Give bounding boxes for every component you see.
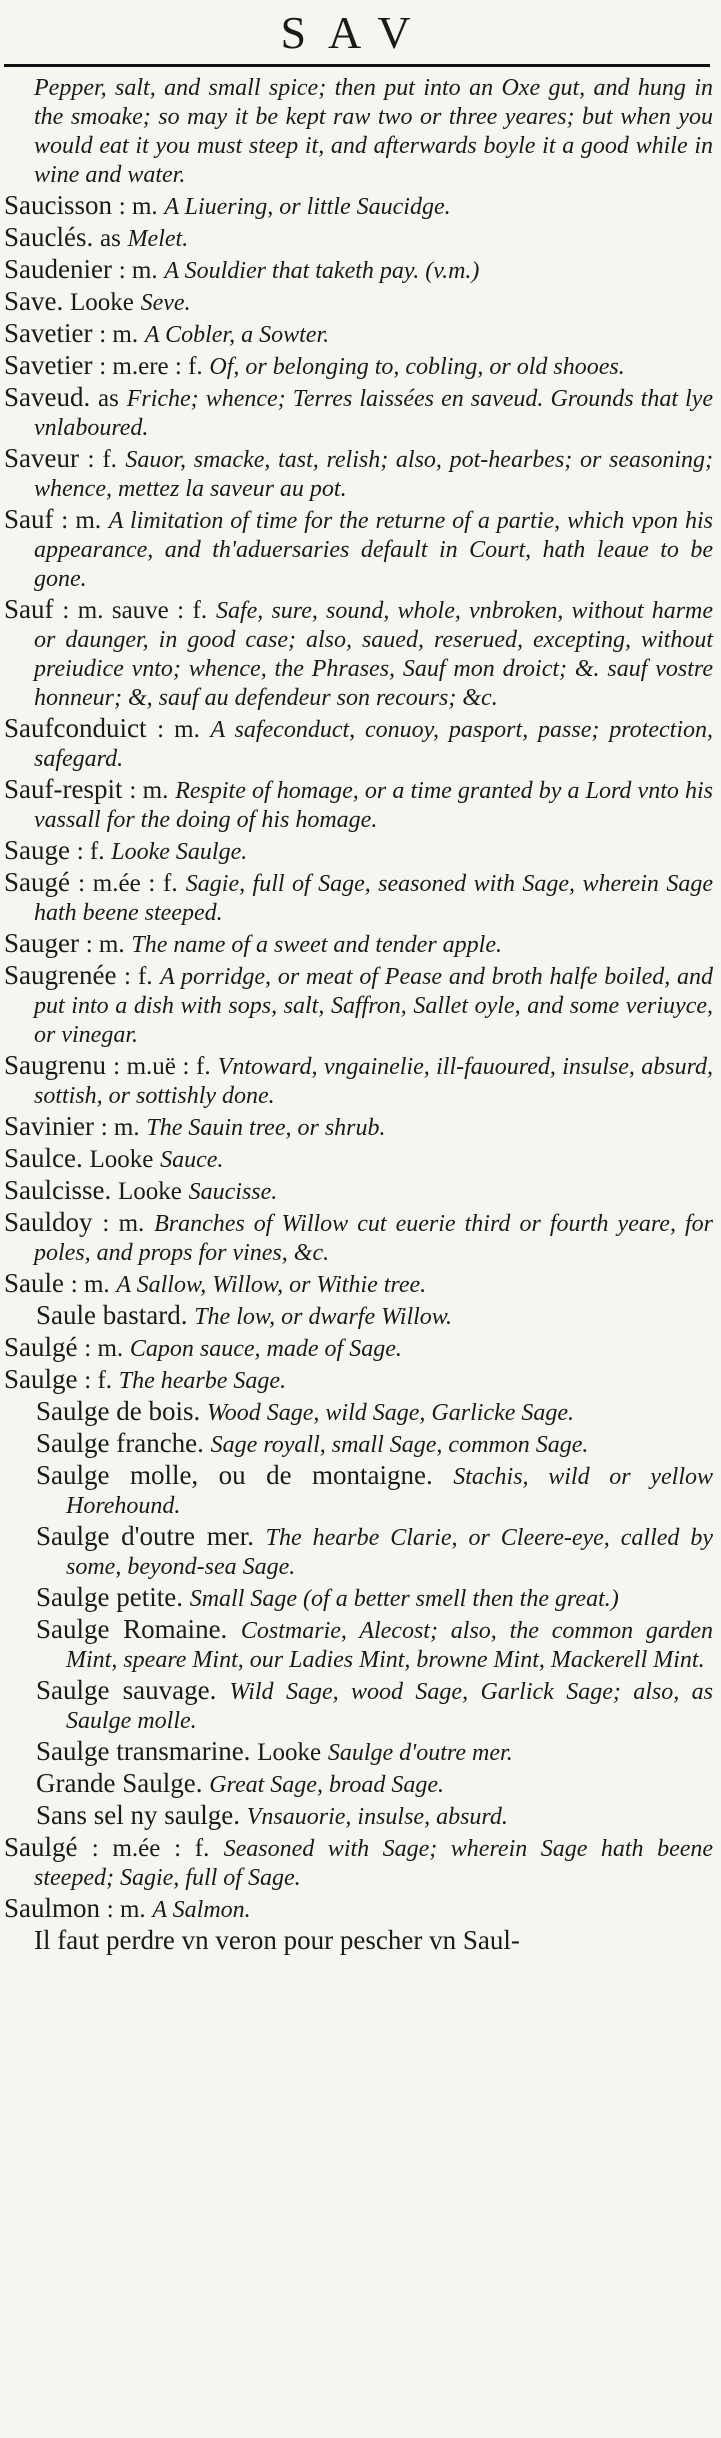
entry-headword: Sans sel ny saulge. xyxy=(36,1800,240,1830)
dictionary-entry xyxy=(4,1462,713,1520)
entry-headword: Saucisson xyxy=(4,190,112,220)
entry-grammar: : f. xyxy=(123,963,153,990)
entry-definition: Capon sauce, made of Sage. xyxy=(129,1336,402,1362)
entry-definition: The low, or dwarfe Willow. xyxy=(194,1304,453,1330)
entry-grammar: : m.ée : f. xyxy=(91,1835,210,1862)
entry-grammar: Looke xyxy=(89,1146,154,1173)
entry-definition: The name of a sweet and tender apple. xyxy=(131,932,502,958)
entry-grammar: : m. xyxy=(100,1114,140,1141)
entry-headword: Sauf-respit xyxy=(4,774,123,804)
entry-headword: Saufconduict xyxy=(4,713,147,743)
entry-definition: Stachis, wild or yellow Horehound. xyxy=(66,1464,713,1519)
entry-definition: Friche; whence; Terres laissées en saveud. Grounds that lye vnlaboured. xyxy=(34,386,714,441)
entry-grammar: : m. xyxy=(84,1335,124,1362)
dictionary-entry xyxy=(4,715,713,773)
dictionary-entry xyxy=(4,1113,713,1142)
dictionary-entry xyxy=(4,506,713,593)
dictionary-entry xyxy=(4,1802,713,1831)
entry-definition: The hearbe Sage. xyxy=(118,1368,287,1394)
entry-headword: Il faut perdre vn veron pour pescher vn Saul- xyxy=(34,1925,520,1955)
entry-headword: Sauger xyxy=(4,928,79,958)
entry-headword: Saveur xyxy=(4,443,79,473)
dictionary-entry xyxy=(4,384,713,442)
entry-headword: Saulge franche. xyxy=(36,1428,204,1458)
entry-grammar: as xyxy=(99,225,121,252)
entry-definition: A safeconduct, conuoy, pasport, passe; protection, safegard. xyxy=(34,717,713,772)
header-rule xyxy=(4,64,710,67)
entry-headword: Saulgé xyxy=(4,1332,78,1362)
entry-definition: Vntoward, vngainelie, ill-fauoured, insulse, absurd, sottish, or sottishly done. xyxy=(34,1054,714,1109)
entry-headword: Saulcisse. xyxy=(4,1175,112,1205)
entry-definition: Seasoned with Sage; wherein Sage hath beene steeped; Sagie, full of Sage. xyxy=(34,1836,714,1891)
dictionary-entry xyxy=(4,1523,713,1581)
entry-grammar: : m. sauve : f. xyxy=(62,597,208,624)
entry-grammar: : f. xyxy=(76,838,105,865)
dictionary-entry xyxy=(4,1616,713,1674)
entry-definition: A Souldier that taketh pay. (v.m.) xyxy=(164,258,480,284)
entry-definition: Sauor, smacke, tast, relish; also, pot-hearbes; or seasoning; whence, mettez la saveur au pot. xyxy=(34,447,714,502)
entry-definition: Wood Sage, wild Sage, Garlicke Sage. xyxy=(206,1400,575,1426)
dictionary-entry xyxy=(4,1366,713,1395)
entry-headword: Saulce. xyxy=(4,1143,83,1173)
dictionary-entry xyxy=(4,930,713,959)
entry-grammar: Looke xyxy=(69,289,134,316)
entry-definition: Respite of homage, or a time granted by a Lord vnto his vassall for the doing of his homage. xyxy=(34,778,713,833)
entry-definition: Seve. xyxy=(140,290,191,316)
entry-grammar: Looke xyxy=(118,1178,182,1205)
entry-definition: Sauce. xyxy=(160,1147,224,1173)
entry-grammar: : m. xyxy=(118,193,158,220)
dictionary-entry xyxy=(4,73,713,189)
entry-headword: Sauf xyxy=(4,594,54,624)
entry-grammar: : m.uë : f. xyxy=(113,1053,211,1080)
entry-definition: Small Sage (of a better smell then the great.) xyxy=(189,1586,619,1612)
dictionary-entry xyxy=(4,1270,713,1299)
entry-headword: Sauldoy xyxy=(4,1207,93,1237)
entry-definition: A porridge, or meat of Pease and broth halfe boiled, and put into a dish with sops, salt, Saffron, Sallet oyle, and some veriuyce, or vinegar. xyxy=(34,964,714,1048)
entry-grammar: : m. xyxy=(102,1210,145,1237)
dictionary-entry xyxy=(4,1177,713,1206)
entry-headword: Save. xyxy=(4,286,64,316)
entry-headword: Saule xyxy=(4,1268,64,1298)
dictionary-entry xyxy=(4,1770,713,1799)
entry-list xyxy=(0,73,713,1956)
entry-headword: Grande Saulge. xyxy=(36,1768,203,1798)
entry-headword: Saugrenu xyxy=(4,1050,106,1080)
entry-definition: Pepper, salt, and small spice; then put into an Oxe gut, and hung in the smoake; so may it be kept raw two or three yeares; but when you would eat it you must steep it, and afterwards boyle it a good while in wine and water. xyxy=(34,75,713,188)
entry-definition: Sage royall, small Sage, common Sage. xyxy=(210,1432,589,1458)
entry-grammar: : m.ere : f. xyxy=(99,353,203,380)
entry-headword: Saulge Romaine. xyxy=(36,1614,228,1644)
entry-headword: Saulge d'outre mer. xyxy=(36,1521,254,1551)
dictionary-entry xyxy=(4,1738,713,1767)
entry-grammar: : m. xyxy=(157,716,200,743)
entry-headword: Saulge transmarine. xyxy=(36,1736,251,1766)
entry-definition: Wild Sage, wood Sage, Garlick Sage; also, as Saulge molle. xyxy=(66,1679,714,1734)
entry-definition: A Salmon. xyxy=(152,1897,251,1923)
dictionary-entry xyxy=(4,445,713,503)
entry-headword: Sauclés. xyxy=(4,222,94,252)
page-header: SAV xyxy=(280,7,433,58)
entry-definition: A Cobler, a Sowter. xyxy=(144,322,330,348)
entry-headword: Savetier xyxy=(4,350,93,380)
entry-headword: Sauf xyxy=(4,504,54,534)
dictionary-entry xyxy=(4,1334,713,1363)
entry-headword: Savinier xyxy=(4,1111,94,1141)
dictionary-entry xyxy=(4,320,713,349)
entry-grammar: : f. xyxy=(84,1367,113,1394)
dictionary-entry xyxy=(4,1927,713,1956)
entry-headword: Saulge molle, ou de montaigne. xyxy=(36,1460,433,1490)
entry-headword: Saveud. xyxy=(4,382,91,412)
entry-definition: Branches of Willow cut euerie third or fourth yeare, for poles, and props for vines, &c. xyxy=(34,1211,714,1266)
entry-definition: The Sauin tree, or shrub. xyxy=(146,1115,386,1141)
entry-grammar: Looke xyxy=(257,1739,322,1766)
dictionary-entry xyxy=(4,596,713,712)
entry-definition: A Liuering, or little Saucidge. xyxy=(164,194,451,220)
dictionary-entry xyxy=(4,1398,713,1427)
entry-headword: Saulmon xyxy=(4,1893,101,1923)
entry-grammar: : m. xyxy=(85,931,125,958)
dictionary-entry xyxy=(4,1145,713,1174)
dictionary-entry xyxy=(4,1052,713,1110)
entry-headword: Saudenier xyxy=(4,254,112,284)
dictionary-entry xyxy=(4,1584,713,1613)
entry-definition: Saulge d'outre mer. xyxy=(327,1740,513,1766)
dictionary-entry xyxy=(4,288,713,317)
entry-definition: Saucisse. xyxy=(188,1179,278,1205)
entry-definition: Safe, sure, sound, whole, vnbroken, without harme or daunger, in good case; also, saued, reserued, excepting, without preiudice vnto; whence, the Phrases, Sauf mon droict; &. sauf vostre honneur; &, sauf au defendeur son recours; &c. xyxy=(34,598,714,711)
entry-headword: Savetier xyxy=(4,318,93,348)
entry-headword: Saulge petite. xyxy=(36,1582,183,1612)
dictionary-entry xyxy=(4,776,713,834)
dictionary-entry xyxy=(4,1677,713,1735)
entry-headword: Saulgé xyxy=(4,1832,78,1862)
entry-headword: Saule bastard. xyxy=(36,1300,188,1330)
entry-headword: Saulge de bois. xyxy=(36,1396,201,1426)
entry-grammar: : m. xyxy=(129,777,169,804)
dictionary-entry xyxy=(4,1302,713,1331)
dictionary-entry xyxy=(4,1430,713,1459)
dictionary-entry xyxy=(4,256,713,285)
entry-definition: Melet. xyxy=(127,226,189,252)
entry-headword: Saugrenée xyxy=(4,960,117,990)
entry-definition: A Sallow, Willow, or Withie tree. xyxy=(116,1272,427,1298)
entry-headword: Sauge xyxy=(4,835,70,865)
entry-grammar: : m. xyxy=(106,1896,146,1923)
entry-grammar: : m. xyxy=(118,257,158,284)
dictionary-entry xyxy=(4,962,713,1049)
entry-headword: Saugé xyxy=(4,867,70,897)
entry-definition: Costmarie, Alecost; also, the common garden Mint, speare Mint, our Ladies Mint, browne Mint, Mackerell Mint. xyxy=(66,1618,714,1673)
entry-headword: Saulge xyxy=(4,1364,78,1394)
entry-grammar: : f. xyxy=(87,446,117,473)
dictionary-entry xyxy=(4,1895,713,1924)
dictionary-entry xyxy=(4,1834,713,1892)
dictionary-entry xyxy=(4,869,713,927)
entry-definition: Looke Saulge. xyxy=(111,839,248,865)
dictionary-entry xyxy=(4,224,713,253)
entry-definition: Vnsauorie, insulse, absurd. xyxy=(246,1804,508,1830)
entry-definition: The hearbe Clarie, or Cleere-eye, called by some, beyond-sea Sage. xyxy=(66,1525,713,1580)
entry-headword: Saulge sauvage. xyxy=(36,1675,217,1705)
entry-definition: Sagie, full of Sage, seasoned with Sage, wherein Sage hath beene steeped. xyxy=(34,871,713,926)
entry-grammar: : m. xyxy=(99,321,139,348)
entry-definition: Of, or belonging to, cobling, or old shooes. xyxy=(209,354,625,380)
entry-definition: Great Sage, broad Sage. xyxy=(209,1772,445,1798)
dictionary-entry xyxy=(4,1209,713,1267)
dictionary-entry xyxy=(4,352,713,381)
dictionary-entry xyxy=(4,837,713,866)
entry-grammar: : m. xyxy=(70,1271,110,1298)
dictionary-entry xyxy=(4,192,713,221)
entry-grammar: as xyxy=(98,385,119,412)
entry-definition: A limitation of time for the returne of a partie, which vpon his appearance, and th'aduersaries default in Court, hath leaue to be gone. xyxy=(34,508,713,592)
entry-grammar: : m. xyxy=(61,507,102,534)
entry-grammar: : m.ée : f. xyxy=(78,870,178,897)
